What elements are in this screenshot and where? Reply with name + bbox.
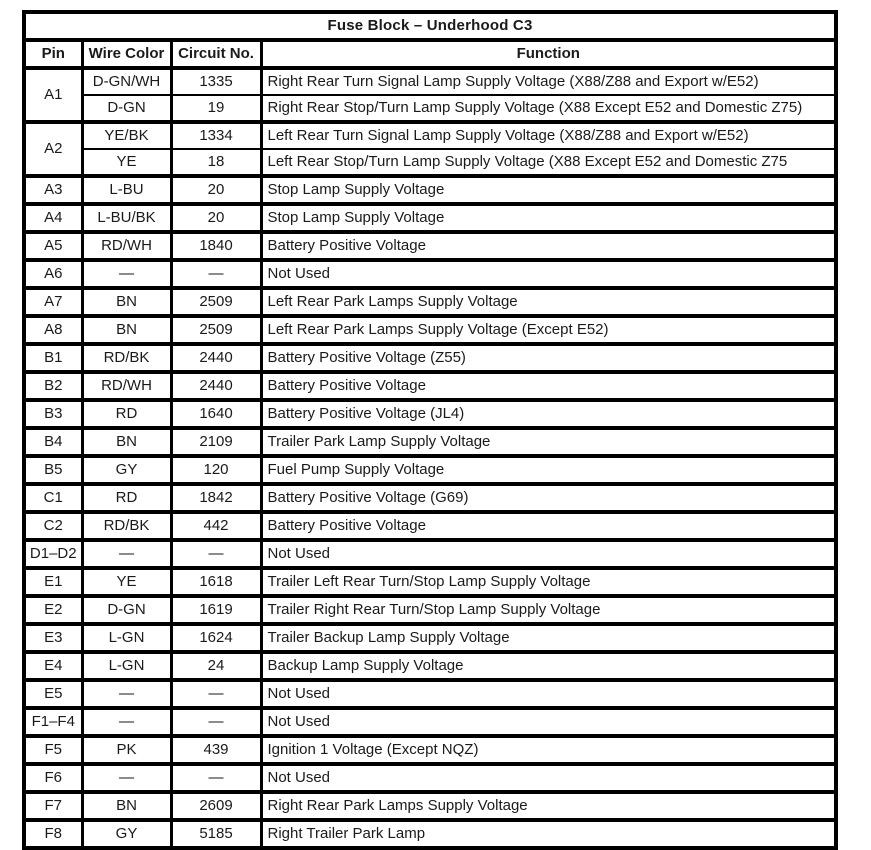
wire-color-cell: RD/BK [82, 512, 171, 540]
table-row [24, 764, 836, 792]
pin-cell: A2 [24, 122, 82, 176]
circuit-no-cell: 1640 [171, 400, 261, 428]
table-row [24, 232, 836, 260]
circuit-no-cell: 24 [171, 652, 261, 680]
circuit-no-cell: 2509 [171, 288, 261, 316]
pin-cell: F8 [24, 820, 82, 848]
wire-color-cell: — [82, 540, 171, 568]
wire-color-cell: L-BU [82, 176, 171, 204]
pin-cell: A5 [24, 232, 82, 260]
table-row [24, 428, 836, 456]
table-row [24, 652, 836, 680]
pin-cell: E3 [24, 624, 82, 652]
table-row [24, 288, 836, 316]
function-cell: Stop Lamp Supply Voltage [261, 204, 836, 232]
circuit-no-cell: — [171, 680, 261, 708]
table-row [24, 568, 836, 596]
fuse-block-table [22, 10, 838, 850]
circuit-no-cell: 1619 [171, 596, 261, 624]
table-row [24, 122, 836, 149]
table-row [24, 68, 836, 95]
circuit-no-cell: 2509 [171, 316, 261, 344]
pin-cell: F6 [24, 764, 82, 792]
circuit-no-cell: 2109 [171, 428, 261, 456]
wire-color-cell: BN [82, 792, 171, 820]
circuit-no-cell: 20 [171, 204, 261, 232]
table-row [24, 372, 836, 400]
table-row [24, 344, 836, 372]
function-cell: Battery Positive Voltage (JL4) [261, 400, 836, 428]
function-cell: Ignition 1 Voltage (Except NQZ) [261, 736, 836, 764]
function-cell: Fuel Pump Supply Voltage [261, 456, 836, 484]
pin-cell: A4 [24, 204, 82, 232]
function-cell: Backup Lamp Supply Voltage [261, 652, 836, 680]
pin-cell: D1–D2 [24, 540, 82, 568]
table-row [24, 149, 836, 176]
circuit-no-cell: 439 [171, 736, 261, 764]
circuit-no-cell: 1840 [171, 232, 261, 260]
table-row [24, 400, 836, 428]
wire-color-cell: — [82, 708, 171, 736]
function-cell: Battery Positive Voltage (Z55) [261, 344, 836, 372]
table-row [24, 708, 836, 736]
function-cell: Trailer Right Rear Turn/Stop Lamp Supply Voltage [261, 596, 836, 624]
wire-color-cell: PK [82, 736, 171, 764]
pin-cell: B1 [24, 344, 82, 372]
circuit-no-cell: 2440 [171, 344, 261, 372]
wire-color-cell: YE [82, 568, 171, 596]
circuit-no-cell: — [171, 260, 261, 288]
circuit-no-cell: 1334 [171, 122, 261, 149]
table-row [24, 260, 836, 288]
circuit-no-cell: — [171, 540, 261, 568]
circuit-no-cell: 1842 [171, 484, 261, 512]
function-cell: Not Used [261, 764, 836, 792]
wire-color-cell: GY [82, 456, 171, 484]
function-cell: Not Used [261, 260, 836, 288]
function-cell: Not Used [261, 680, 836, 708]
function-cell: Left Rear Park Lamps Supply Voltage (Except E52) [261, 316, 836, 344]
table-row [24, 176, 836, 204]
table-row [24, 512, 836, 540]
function-cell: Left Rear Turn Signal Lamp Supply Voltage (X88/Z88 and Export w/E52) [261, 122, 836, 149]
table-row [24, 540, 836, 568]
table-row [24, 456, 836, 484]
wire-color-cell: — [82, 260, 171, 288]
circuit-no-cell: 2440 [171, 372, 261, 400]
circuit-no-cell: 1618 [171, 568, 261, 596]
wire-color-cell: BN [82, 428, 171, 456]
wire-color-cell: BN [82, 288, 171, 316]
circuit-no-cell: 20 [171, 176, 261, 204]
wire-color-cell: D-GN/WH [82, 68, 171, 95]
wire-color-cell: D-GN [82, 596, 171, 624]
circuit-no-cell: 1335 [171, 68, 261, 95]
pin-cell: E1 [24, 568, 82, 596]
function-cell: Trailer Left Rear Turn/Stop Lamp Supply Voltage [261, 568, 836, 596]
pin-cell: B5 [24, 456, 82, 484]
table-row [24, 204, 836, 232]
table-row [24, 680, 836, 708]
wire-color-cell: L-GN [82, 624, 171, 652]
function-cell: Right Trailer Park Lamp [261, 820, 836, 848]
wire-color-cell: BN [82, 316, 171, 344]
table-row [24, 820, 836, 848]
table-row [24, 624, 836, 652]
table-title-row [24, 12, 836, 40]
table-header-row [24, 40, 836, 68]
wire-color-cell: RD [82, 400, 171, 428]
pin-cell: C1 [24, 484, 82, 512]
circuit-no-cell: 18 [171, 149, 261, 176]
pin-cell: A1 [24, 68, 82, 122]
function-cell: Left Rear Stop/Turn Lamp Supply Voltage (X88 Except E52 and Domestic Z75 [261, 149, 836, 176]
pin-cell: C2 [24, 512, 82, 540]
function-cell: Right Rear Turn Signal Lamp Supply Voltage (X88/Z88 and Export w/E52) [261, 68, 836, 95]
circuit-no-cell: 5185 [171, 820, 261, 848]
pin-cell: A8 [24, 316, 82, 344]
table-row [24, 316, 836, 344]
wire-color-cell: — [82, 764, 171, 792]
circuit-no-cell: — [171, 764, 261, 792]
function-cell: Trailer Backup Lamp Supply Voltage [261, 624, 836, 652]
wire-color-cell: D-GN [82, 95, 171, 122]
column-header-function: Function [261, 40, 836, 68]
table-row [24, 736, 836, 764]
function-cell: Right Rear Stop/Turn Lamp Supply Voltage (X88 Except E52 and Domestic Z75) [261, 95, 836, 122]
pin-cell: B2 [24, 372, 82, 400]
wire-color-cell: YE/BK [82, 122, 171, 149]
table-row [24, 596, 836, 624]
pin-cell: A7 [24, 288, 82, 316]
wire-color-cell: GY [82, 820, 171, 848]
circuit-no-cell: 120 [171, 456, 261, 484]
pin-cell: B3 [24, 400, 82, 428]
wire-color-cell: — [82, 680, 171, 708]
circuit-no-cell: 19 [171, 95, 261, 122]
function-cell: Stop Lamp Supply Voltage [261, 176, 836, 204]
wire-color-cell: RD/WH [82, 372, 171, 400]
function-cell: Not Used [261, 708, 836, 736]
function-cell: Left Rear Park Lamps Supply Voltage [261, 288, 836, 316]
table-row [24, 484, 836, 512]
function-cell: Trailer Park Lamp Supply Voltage [261, 428, 836, 456]
wire-color-cell: YE [82, 149, 171, 176]
wire-color-cell: L-BU/BK [82, 204, 171, 232]
function-cell: Not Used [261, 540, 836, 568]
wire-color-cell: RD/BK [82, 344, 171, 372]
pin-cell: E2 [24, 596, 82, 624]
pin-cell: F5 [24, 736, 82, 764]
pin-cell: F7 [24, 792, 82, 820]
fuse-table-body [24, 68, 836, 848]
circuit-no-cell: 442 [171, 512, 261, 540]
function-cell: Battery Positive Voltage [261, 372, 836, 400]
circuit-no-cell: 1624 [171, 624, 261, 652]
pin-cell: A6 [24, 260, 82, 288]
pin-cell: A3 [24, 176, 82, 204]
function-cell: Right Rear Park Lamps Supply Voltage [261, 792, 836, 820]
table-row [24, 95, 836, 122]
wire-color-cell: RD/WH [82, 232, 171, 260]
column-header-wire-color: Wire Color [82, 40, 171, 68]
column-header-pin: Pin [24, 40, 82, 68]
pin-cell: E5 [24, 680, 82, 708]
table-row [24, 792, 836, 820]
table-title: Fuse Block – Underhood C3 [24, 12, 836, 40]
wire-color-cell: RD [82, 484, 171, 512]
pin-cell: F1–F4 [24, 708, 82, 736]
function-cell: Battery Positive Voltage (G69) [261, 484, 836, 512]
circuit-no-cell: — [171, 708, 261, 736]
function-cell: Battery Positive Voltage [261, 512, 836, 540]
fuse-table-head [24, 12, 836, 68]
circuit-no-cell: 2609 [171, 792, 261, 820]
wire-color-cell: L-GN [82, 652, 171, 680]
function-cell: Battery Positive Voltage [261, 232, 836, 260]
column-header-circuit-no: Circuit No. [171, 40, 261, 68]
pin-cell: E4 [24, 652, 82, 680]
pin-cell: B4 [24, 428, 82, 456]
